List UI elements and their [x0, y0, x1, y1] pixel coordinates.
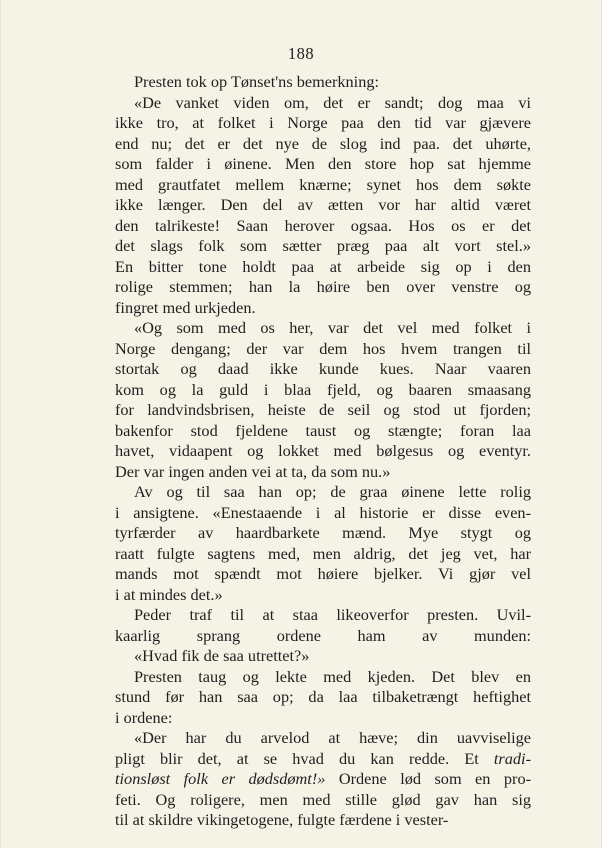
text-line: mands mot spændt mot høiere bjelker. Vi gjør vel — [115, 564, 531, 583]
text-line: «Og som med os her, var det vel med folket i — [134, 318, 531, 337]
text-line: med grautfatet mellem knærne; synet hos dem søkte — [115, 174, 531, 194]
text-line: rolige stemmen; han la høire ben over venstre og — [115, 277, 531, 296]
text-line: raatt fulgte sagtens med, men aldrig, det jeg vet, har — [115, 543, 531, 563]
text-line: «De vanket viden om, det er sandt; dog maa vi — [134, 92, 531, 112]
text-line: Av og til saa han op; de graa øinene lette rolig — [134, 482, 531, 501]
text-line: Der var ingen anden vei at ta, da som nu.» — [115, 461, 391, 481]
text-line: i at mindes det.» — [115, 584, 223, 604]
text-line: bakenfor stod fjeldene taust og stængte; foran laa — [115, 420, 531, 440]
text-line: stund før han saa op; da laa tilbaketrængt heftighet — [115, 687, 531, 706]
text-line: «Der har du arvelod at hæve; din uavviselige — [134, 728, 531, 747]
text-line: det slags folk som sætter præg paa alt vort stel.» — [115, 236, 531, 255]
text-line: Presten taug og lekte med kjeden. Det blev en — [134, 666, 531, 686]
text-line: Norge dengang; der var dem hos hvem trangen til — [115, 338, 531, 358]
text-line: stortak og daad ikke kunde kues. Naar vaaren — [115, 359, 531, 378]
text-line: ikke længer. Den del av ætten vor har altid været — [115, 195, 531, 214]
text-line: til at skildre vikingetogene, fulgte færdene i vester- — [115, 810, 449, 829]
text-line: tyrfærder av haardbarkete mænd. Mye stygt og — [115, 523, 531, 542]
text-line: i ordene: — [115, 707, 173, 727]
page-number: 188 — [287, 44, 315, 63]
text-line: «Hvad fik de saa utrettet?» — [134, 646, 310, 665]
text-line: i ansigtene. «Enestaaende i al historie er disse even- — [115, 502, 531, 522]
text-line: En bitter tone holdt paa at arbeide sig op i den — [115, 256, 531, 276]
text-line: fingret med urkjeden. — [115, 297, 256, 317]
text-line: tionsløst folk er dødsdømt!» Ordene lød som en pro- — [115, 769, 532, 788]
text-line: for landvindsbrisen, heiste de seil og stod ut fjorden; — [115, 400, 531, 419]
text-line: Presten tok op Tønset'ns bemerkning: — [134, 72, 380, 91]
text-line: havet, vidaapent og lokket med bølgesus og eventyr. — [115, 441, 531, 460]
text-line: ikke tro, at folket i Norge paa den tid var gjævere — [115, 113, 531, 132]
text-line: end nu; det er det nye de slog ind paa. det uhørte, — [115, 133, 531, 153]
text-line: feti. Og roligere, men med stille glød gav han sig — [115, 789, 531, 809]
text-line: kom og la guld i blaa fjeld, og baaren smaasang — [115, 379, 531, 399]
text-line: Peder traf til at staa likeoverfor presten. Uvil- — [134, 605, 531, 624]
text-line: som falder i øinene. Men den store hop sat hjemme — [115, 154, 531, 173]
text-line: den talrikeste! Saan herover ogsaa. Hos os er det — [115, 215, 531, 235]
text-line: pligt blir det, at se hvad du kan redde. Et tradi- — [115, 748, 531, 768]
text-line: kaarlig sprang ordene ham av munden: — [115, 625, 531, 645]
body-text — [115, 72, 531, 831]
